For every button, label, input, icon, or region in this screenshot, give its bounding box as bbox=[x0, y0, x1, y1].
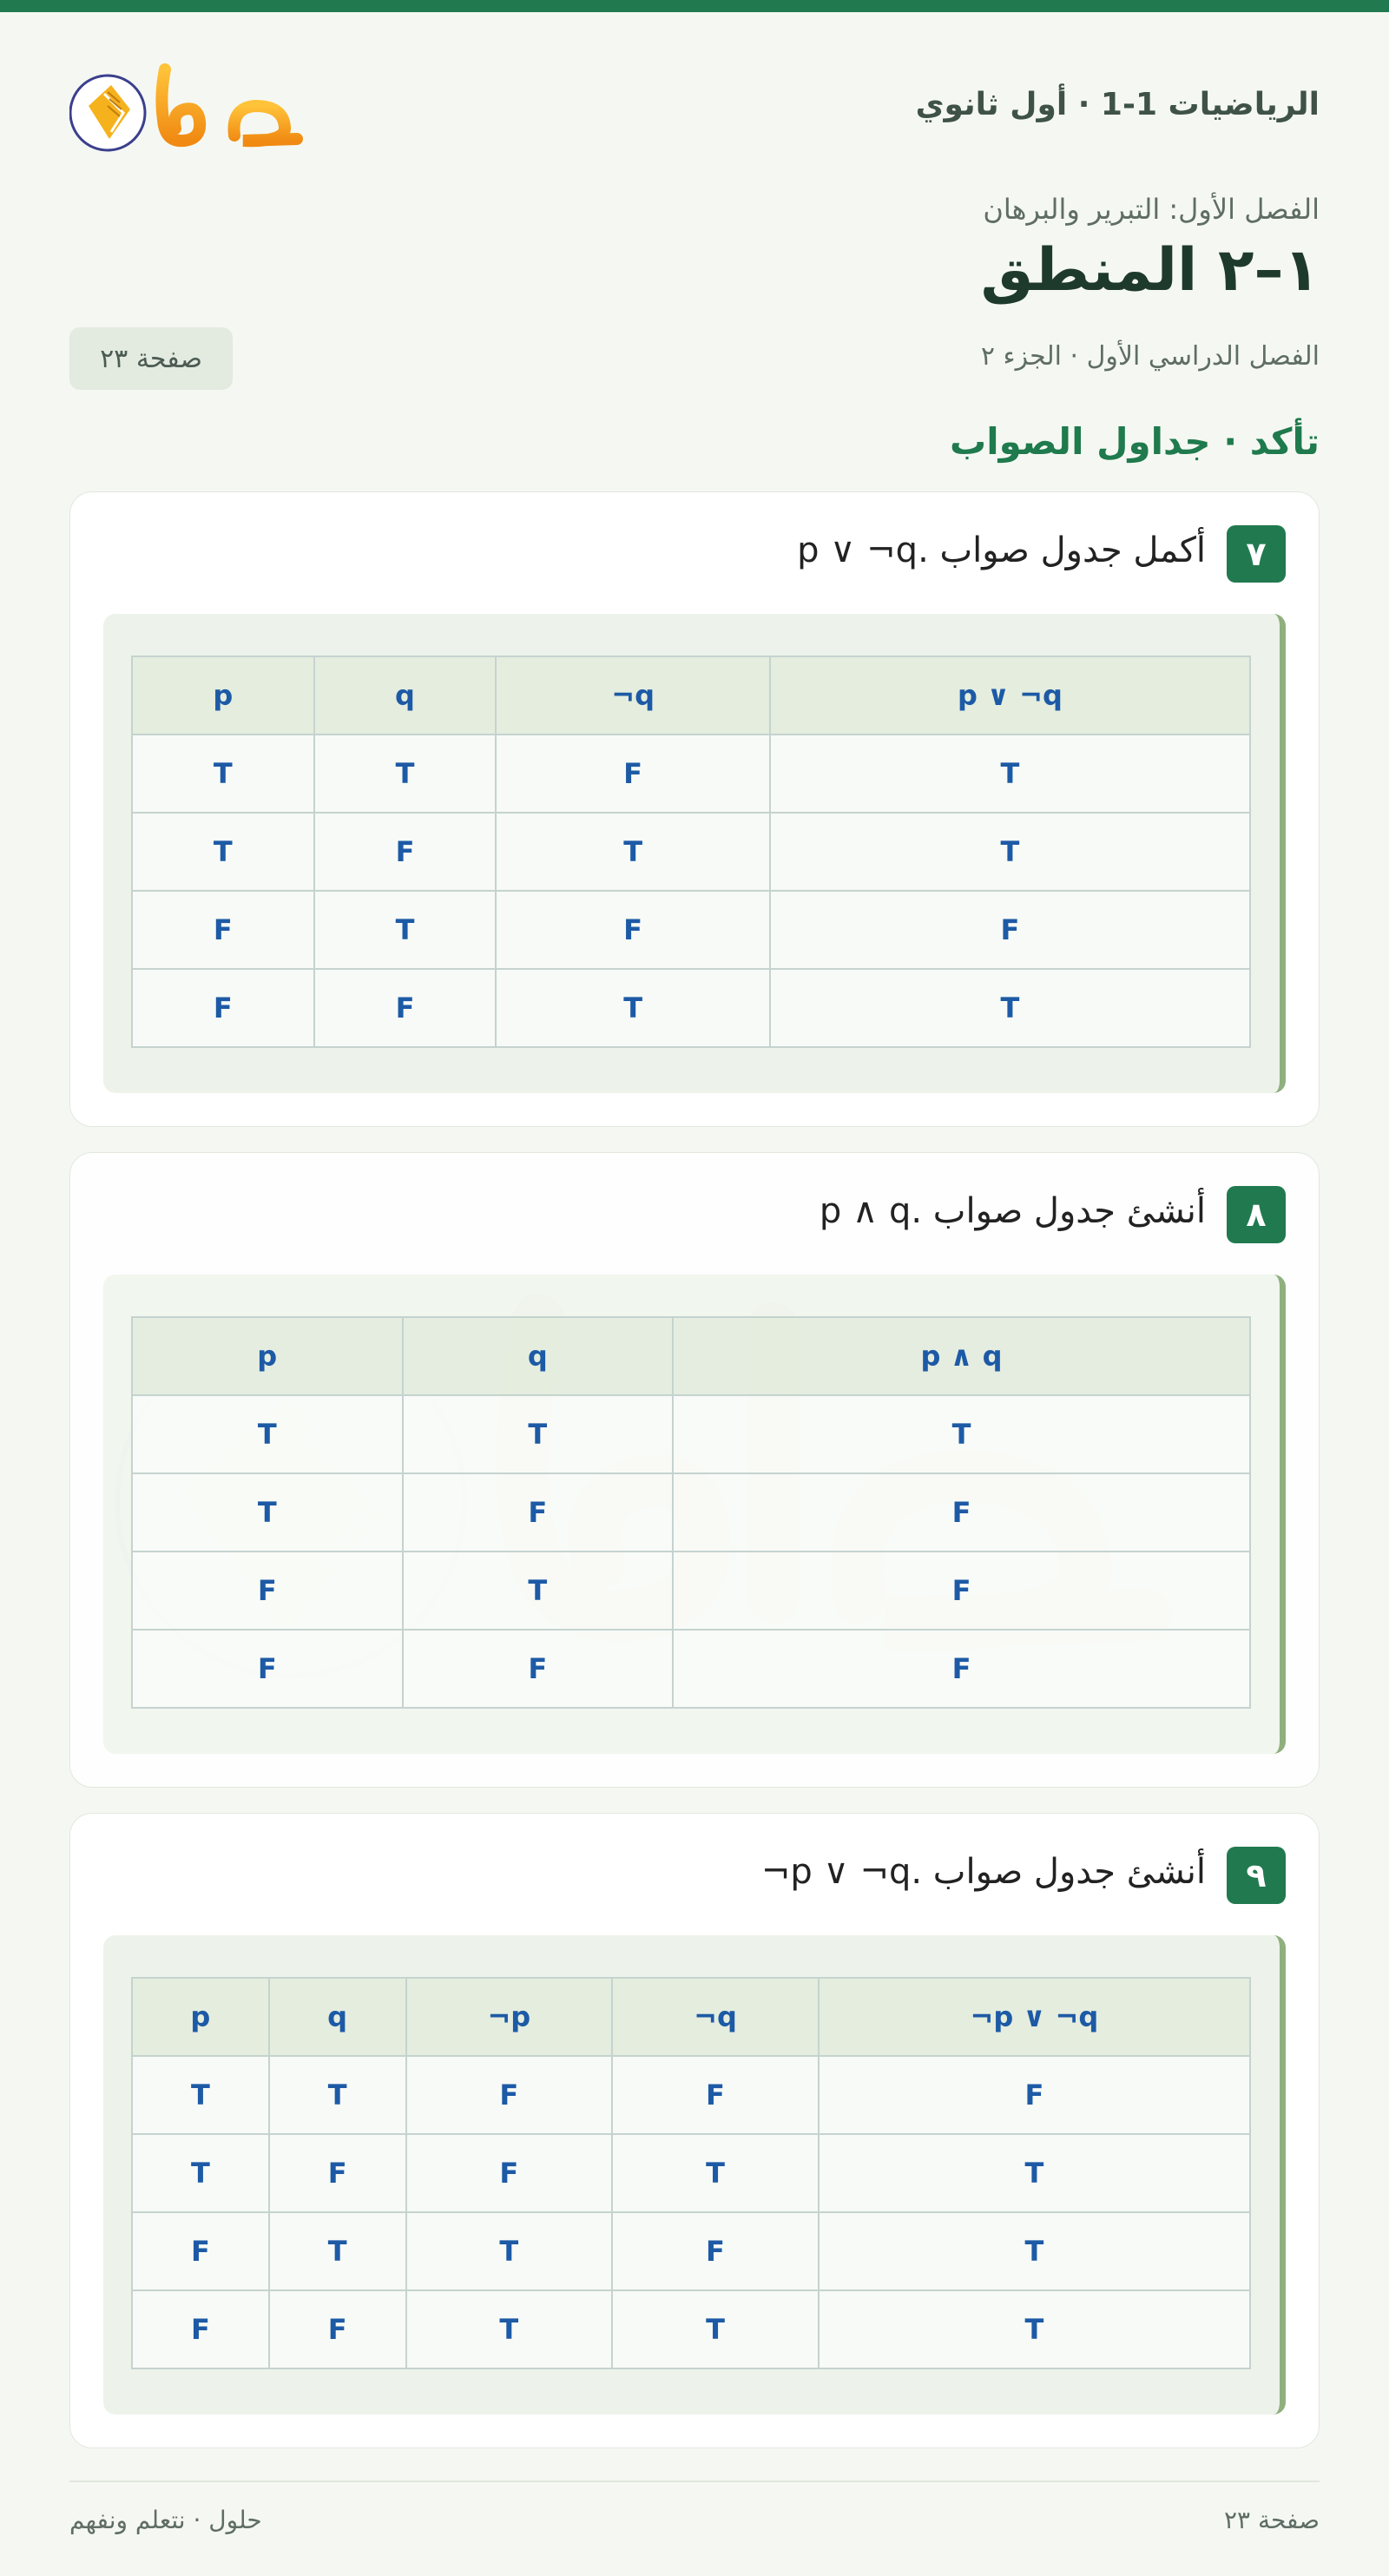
table-cell: F bbox=[496, 735, 770, 813]
table-cell: T bbox=[132, 1395, 403, 1473]
question-card-7 bbox=[69, 491, 1320, 1127]
table-cell: F bbox=[406, 2134, 613, 2212]
table-cell: F bbox=[314, 969, 497, 1047]
table-cell: T bbox=[132, 1473, 403, 1552]
table-cell: T bbox=[819, 2212, 1250, 2290]
top-accent-bar bbox=[0, 0, 1389, 12]
table-cell: T bbox=[269, 2056, 406, 2134]
column-header: q bbox=[269, 1978, 406, 2056]
question-expression: p ∧ q. bbox=[819, 1191, 923, 1231]
table-header-row bbox=[132, 1978, 1250, 2056]
table-row bbox=[132, 813, 1250, 891]
table-cell: F bbox=[770, 891, 1250, 969]
course-title: الرياضيات 1-1 · أول ثانوي bbox=[915, 87, 1320, 122]
column-header: p ∨ ¬q bbox=[770, 656, 1250, 735]
table-cell: F bbox=[132, 2290, 269, 2368]
table-cell: T bbox=[770, 969, 1250, 1047]
table-cell: F bbox=[673, 1473, 1250, 1552]
table-cell: T bbox=[314, 891, 497, 969]
table-cell: F bbox=[406, 2056, 613, 2134]
question-expression: p ∨ ¬q. bbox=[797, 530, 929, 570]
truth-table-panel bbox=[103, 1935, 1286, 2415]
table-cell: F bbox=[403, 1630, 674, 1708]
table-row bbox=[132, 2290, 1250, 2368]
table-cell: F bbox=[496, 891, 770, 969]
table-row bbox=[132, 1552, 1250, 1630]
table-cell: F bbox=[819, 2056, 1250, 2134]
footer-tagline: حلول · نتعلم ونفهم bbox=[69, 2506, 262, 2534]
table-cell: T bbox=[770, 813, 1250, 891]
table-cell: F bbox=[612, 2212, 819, 2290]
question-prompt: أنشئ جدول صواب bbox=[922, 1191, 1206, 1231]
table-row bbox=[132, 1630, 1250, 1708]
question-expression: ¬p ∨ ¬q. bbox=[760, 1852, 923, 1892]
table-cell: T bbox=[673, 1395, 1250, 1473]
truth-table-panel bbox=[103, 614, 1286, 1093]
question-prompt: أكمل جدول صواب bbox=[928, 530, 1206, 570]
table-cell: T bbox=[770, 735, 1250, 813]
table-cell: T bbox=[612, 2290, 819, 2368]
truth-table bbox=[131, 1977, 1251, 2369]
column-header: q bbox=[403, 1317, 674, 1395]
table-cell: F bbox=[403, 1473, 674, 1552]
table-header-row bbox=[132, 1317, 1250, 1395]
table-cell: T bbox=[496, 969, 770, 1047]
question-number-badge: ٩ bbox=[1227, 1847, 1286, 1904]
table-cell: T bbox=[819, 2134, 1250, 2212]
table-cell: T bbox=[132, 735, 314, 813]
table-cell: F bbox=[132, 1630, 403, 1708]
table-cell: T bbox=[403, 1395, 674, 1473]
table-cell: F bbox=[314, 813, 497, 891]
question-prompt: أنشئ جدول صواب bbox=[922, 1852, 1206, 1892]
table-cell: F bbox=[132, 1552, 403, 1630]
table-cell: F bbox=[269, 2290, 406, 2368]
table-cell: T bbox=[269, 2212, 406, 2290]
truth-table-panel bbox=[103, 1275, 1286, 1754]
table-row bbox=[132, 2212, 1250, 2290]
question-number-badge: ٨ bbox=[1227, 1186, 1286, 1243]
table-cell: T bbox=[314, 735, 497, 813]
table-row bbox=[132, 735, 1250, 813]
table-cell: T bbox=[132, 2056, 269, 2134]
section-title: تأكد · جداول الصواب bbox=[949, 420, 1320, 463]
table-cell: T bbox=[132, 2134, 269, 2212]
page-header bbox=[69, 52, 1320, 165]
table-row bbox=[132, 2134, 1250, 2212]
hulul-logo[interactable] bbox=[69, 52, 313, 165]
table-cell: T bbox=[496, 813, 770, 891]
table-row bbox=[132, 891, 1250, 969]
table-row bbox=[132, 1395, 1250, 1473]
table-row bbox=[132, 2056, 1250, 2134]
table-cell: T bbox=[406, 2290, 613, 2368]
truth-table bbox=[131, 1316, 1251, 1709]
table-cell: F bbox=[132, 2212, 269, 2290]
table-cell: T bbox=[403, 1552, 674, 1630]
table-cell: T bbox=[406, 2212, 613, 2290]
page-badge: صفحة ٢٣ bbox=[69, 327, 233, 390]
question-number-badge: ٧ bbox=[1227, 525, 1286, 583]
table-cell: F bbox=[132, 891, 314, 969]
column-header: ¬p ∨ ¬q bbox=[819, 1978, 1250, 2056]
table-cell: F bbox=[132, 969, 314, 1047]
footer-page-number: صفحة ٢٣ bbox=[1223, 2506, 1320, 2534]
question-text bbox=[761, 1852, 1206, 1892]
column-header: p bbox=[132, 1978, 269, 2056]
column-header: p ∧ q bbox=[673, 1317, 1250, 1395]
footer-divider bbox=[69, 2480, 1320, 2482]
question-text bbox=[820, 1191, 1206, 1231]
table-cell: F bbox=[269, 2134, 406, 2212]
column-header: p bbox=[132, 1317, 403, 1395]
table-cell: T bbox=[819, 2290, 1250, 2368]
question-text bbox=[797, 530, 1206, 570]
term-label: الفصل الدراسي الأول · الجزء ٢ bbox=[980, 341, 1320, 372]
truth-table bbox=[131, 656, 1251, 1048]
chapter-label: الفصل الأول: التبرير والبرهان bbox=[983, 193, 1320, 226]
table-cell: T bbox=[612, 2134, 819, 2212]
table-row bbox=[132, 1473, 1250, 1552]
column-header: ¬p bbox=[406, 1978, 613, 2056]
question-card-9 bbox=[69, 1813, 1320, 2448]
column-header: ¬q bbox=[496, 656, 770, 735]
table-cell: F bbox=[673, 1630, 1250, 1708]
table-cell: T bbox=[132, 813, 314, 891]
table-row bbox=[132, 969, 1250, 1047]
lesson-title: ١–٢ المنطق bbox=[980, 236, 1320, 305]
question-card-8 bbox=[69, 1152, 1320, 1788]
column-header: ¬q bbox=[612, 1978, 819, 2056]
table-cell: F bbox=[673, 1552, 1250, 1630]
table-header-row bbox=[132, 656, 1250, 735]
column-header: q bbox=[314, 656, 497, 735]
column-header: p bbox=[132, 656, 314, 735]
table-cell: F bbox=[612, 2056, 819, 2134]
